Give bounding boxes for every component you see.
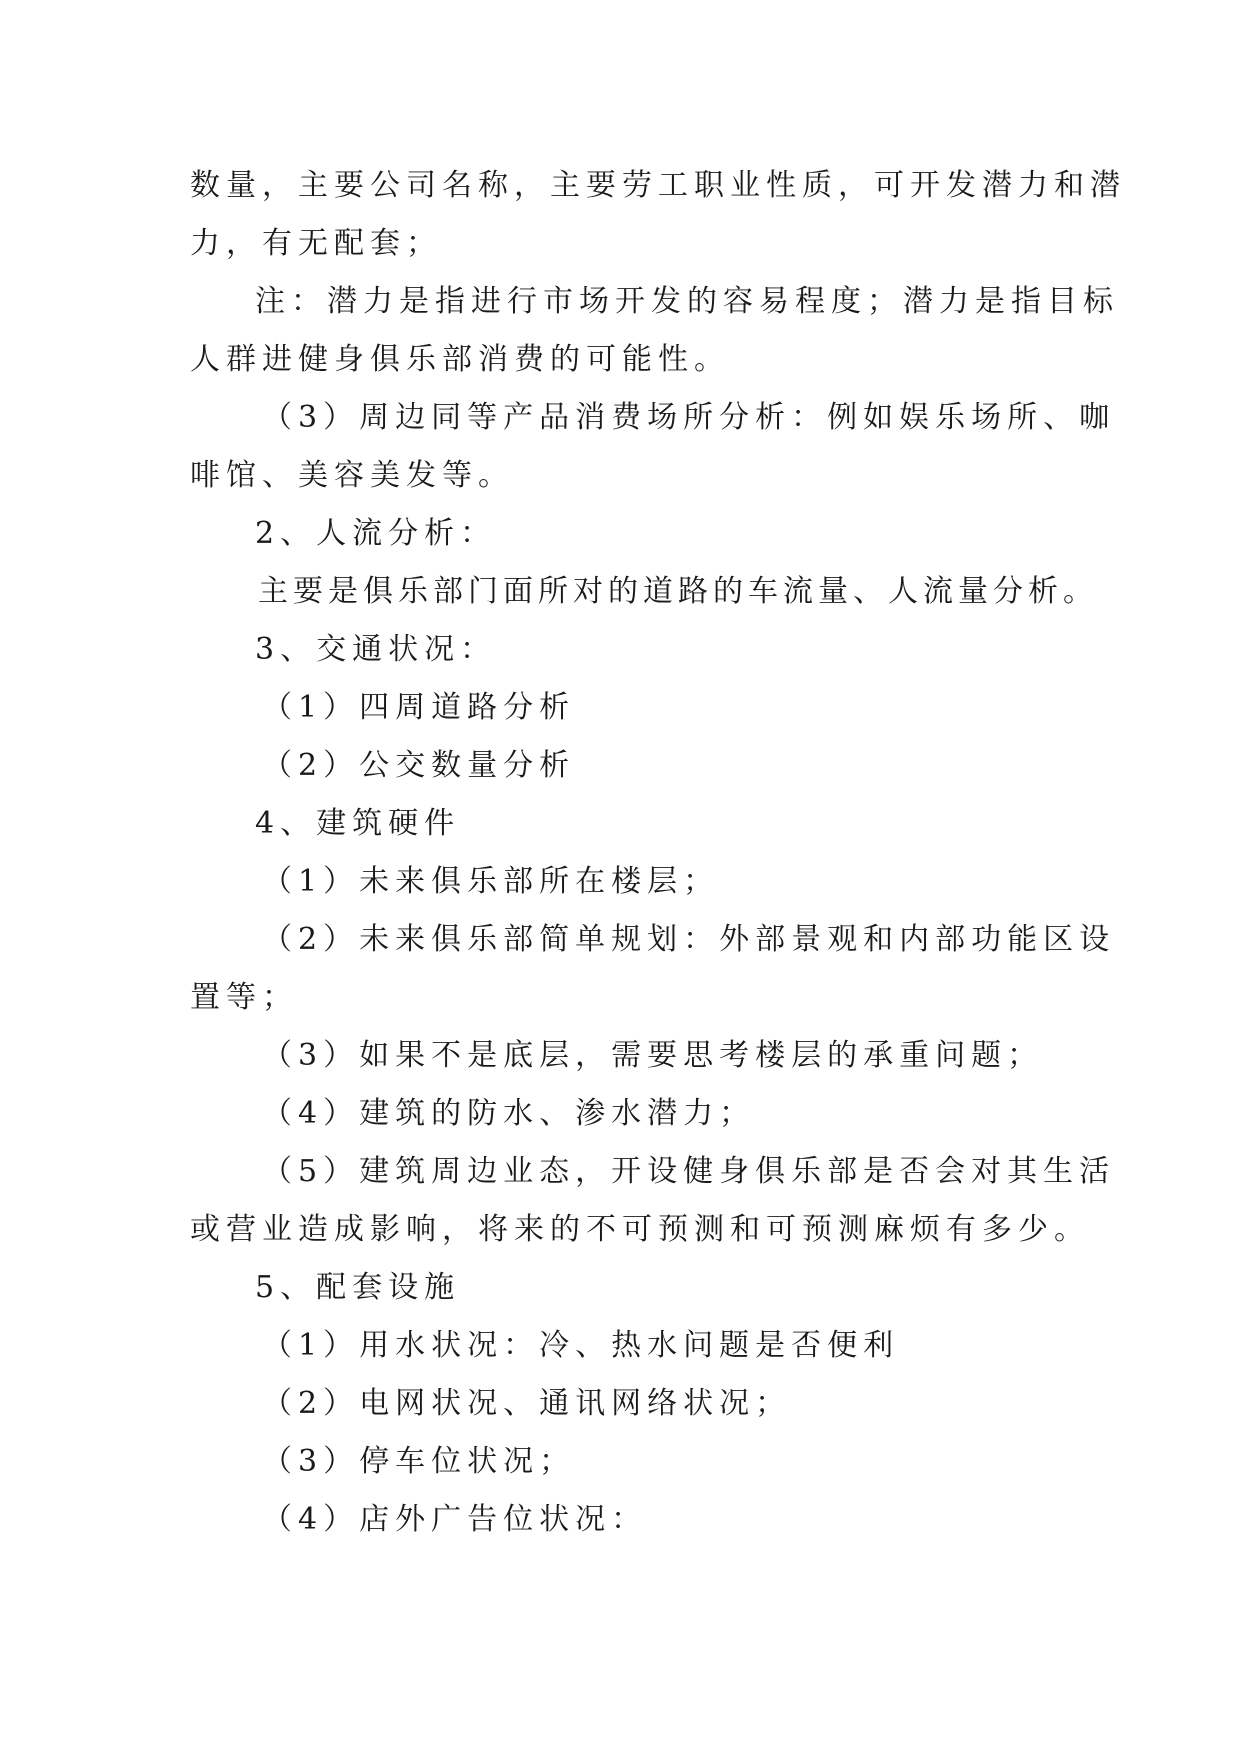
section-heading: 2、人流分析： <box>255 516 497 551</box>
list-item: （1）用水状况：冷、热水问题是否便利 <box>262 1328 900 1363</box>
list-item: （4）建筑的防水、渗水潜力； <box>262 1096 756 1131</box>
text-line: 主要是俱乐部门面所对的道路的车流量、人流量分析。 <box>258 574 1098 609</box>
section-heading: 5、配套设施 <box>255 1270 461 1305</box>
list-item: （3）停车位状况； <box>262 1444 576 1479</box>
list-item: （2）未来俱乐部简单规划：外部景观和内部功能区设 <box>262 922 1116 957</box>
text-line: 或营业造成影响，将来的不可预测和可预测麻烦有多少。 <box>190 1212 1090 1247</box>
section-heading: 3、交通状况： <box>255 632 497 667</box>
list-item: （4）店外广告位状况： <box>262 1502 648 1537</box>
section-heading: 4、建筑硬件 <box>255 806 461 841</box>
text-line: （3）周边同等产品消费场所分析：例如娱乐场所、咖 <box>262 400 1116 435</box>
text-line: 数量，主要公司名称，主要劳工职业性质，可开发潜力和潜 <box>190 168 1126 203</box>
list-item: （5）建筑周边业态，开设健身俱乐部是否会对其生活 <box>262 1154 1116 1189</box>
text-line: 啡馆、美容美发等。 <box>190 458 514 493</box>
list-item: （1）未来俱乐部所在楼层； <box>262 864 720 899</box>
text-line: 置等； <box>190 980 298 1015</box>
list-item: （3）如果不是底层，需要思考楼层的承重问题； <box>262 1038 1044 1073</box>
list-item: （1）四周道路分析 <box>262 690 576 725</box>
list-item: （2）电网状况、通讯网络状况； <box>262 1386 792 1421</box>
text-line: 人群进健身俱乐部消费的可能性。 <box>190 342 730 377</box>
text-line: 注：潜力是指进行市场开发的容易程度；潜力是指目标 <box>255 284 1119 319</box>
text-line: 力，有无配套； <box>190 226 442 261</box>
list-item: （2）公交数量分析 <box>262 748 576 783</box>
